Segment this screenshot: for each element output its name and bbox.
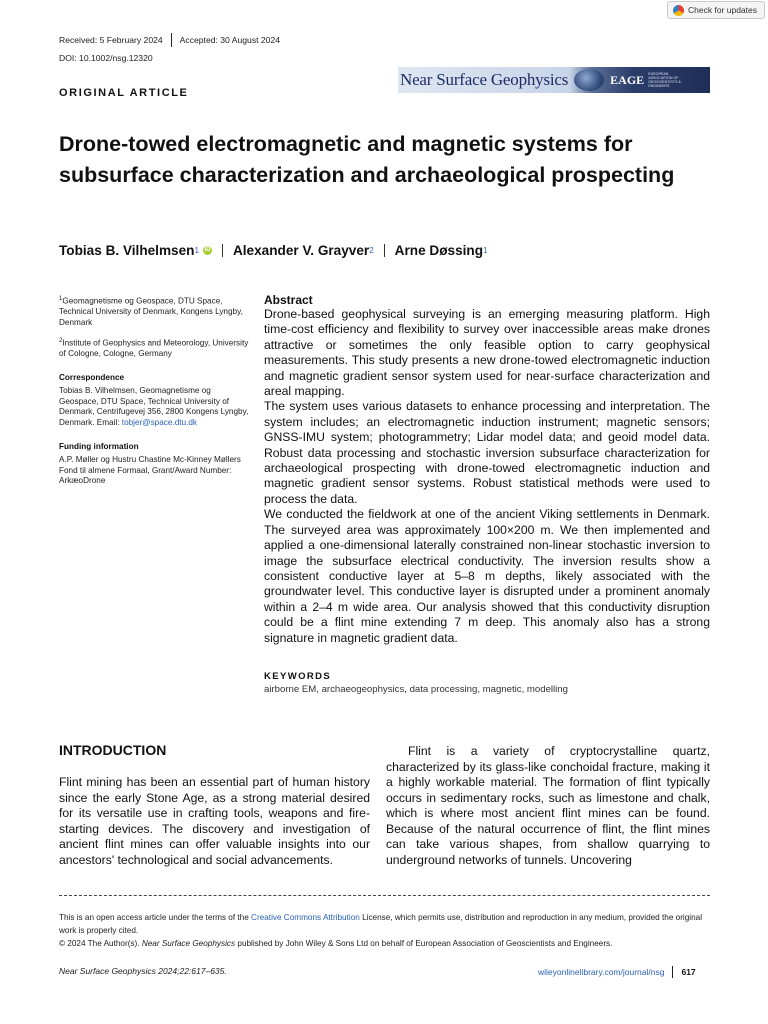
keywords-list: airborne EM, archaeogeophysics, data processing, magnetic, modelling [264,684,568,695]
author-affiliation-mark[interactable]: 1 [483,246,488,255]
globe-icon [574,69,604,91]
dates-row [59,33,280,47]
affiliation-number: 1 [59,296,63,302]
correspondence-address: Tobias B. Vilhelmsen, Geomagnetisme og Geospace, DTU Space, Technical University of Denmark, Centrifugevej 356, 2800 Kongens Lyngby, Denmark. Email: [59,386,249,427]
eage-logo-subtitle: EUROPEAN ASSOCIATION OF GEOSCIENTISTS & ENGINEERS [648,71,681,89]
abstract-paragraph: Drone-based geophysical surveying is an emerging measuring platform. High time-cost efficiency and flexibility to survey over inaccessible areas make drones attractive or sometimes the only feasible option to carry geophysical measurements. This study presents a new drone-towed electromagnetic induction and magnetic gradient sensor system used for near-surface characterization and areal mapping. [264,307,710,399]
journal-url-link[interactable]: wileyonlinelibrary.com/journal/nsg [538,967,665,977]
author-name[interactable]: Alexander V. Grayver [232,243,370,258]
affiliation [59,336,249,360]
correspondence-text [59,386,249,428]
author-affiliation-mark[interactable]: 1 [194,246,199,255]
abstract-paragraph: The system uses various datasets to enhance processing and interpretation. The system includes; an electromagnetic induction instrument; magnetic sensors; GNSS-IMU system; photogrammetry; Lidar model data; and geoid model data. Robust data processing and stochastic inversion subsurface characterization for archaeological prospecting with drone-towed electromagnetic induction and magnetic gradient sensor systems. Robust statistical methods were used to process the data. [264,399,710,506]
footer-citation-text: Near Surface Geophysics 2024;22:617–635. [59,966,227,976]
footer-right [538,966,696,978]
footer-separator [672,966,673,978]
front-matter-sidebar [59,294,249,487]
received-date: Received: 5 February 2024 [59,35,163,45]
abstract-paragraph: We conducted the fieldwork at one of the ancient Viking settlements in Denmark. The surveyed area was approximately 100×200 m. We then implemented and applied a one-dimensional laterally constrained non-linear stochastic inversion to image the subsurface electrical conductivity. The inversion results show a consistent conductive layer at 5–8 m depths, likely associated with the groundwater level. This conductive layer is disrupted under a prominent anomaly within a 2–4 m wide area. Our analysis showed that this conductivity disruption could be a flint mine extending 7 m deep. This anomaly also has a strong signature in magnetic gradient data. [264,507,710,645]
funding-text: A.P. Møller og Hustru Chastine Mc-Kinney Møllers Fond til almene Formaal, Grant/Award Number: ArkæoDrone [59,455,241,486]
license-text-start: This is an open access article under the terms of the [59,913,252,922]
body-column-right: Flint is a variety of cryptocrystalline quartz, characterized by its glass-like conchoidal fracture, making it a highly workable material. The formation of flint typically occurs in sedimentary rocks, such as limestone and chalk, which is where most ancient flint mines can be found. Because of the natural occurrence of flint, the flint mines can take various shapes, from shallow quarrying to underground networks of tunnels. Uncovering [386,744,710,867]
funding-heading: Funding information [59,442,139,452]
copyright-start: © 2024 The Author(s). [59,939,142,948]
author-affiliation-mark[interactable]: 2 [369,246,374,255]
journal-logo [398,67,710,93]
author-name[interactable]: Arne Døssing [394,243,484,258]
page-number: 617 [681,967,696,977]
journal-logo-name: Near Surface Geophysics [400,70,569,89]
correspondence-heading: Correspondence [59,373,125,383]
affiliation-text: Geomagnetisme og Geospace, DTU Space, Technical University of Denmark, Kongens Lyngby, Denmark [59,296,243,327]
crossmark-icon [673,5,684,16]
keywords-heading: KEYWORDS [264,671,332,682]
author-list [59,243,488,258]
orcid-icon[interactable]: iD [204,247,211,253]
introduction-heading: INTRODUCTION [59,742,167,758]
date-separator [171,33,172,47]
check-for-updates-label: Check for updates [688,5,757,15]
author-separator [384,244,385,257]
affiliation-text: Institute of Geophysics and Meteorology, University of Cologne, Cologne, Germany [59,338,249,358]
article-type: ORIGINAL ARTICLE [59,87,189,99]
abstract-heading: Abstract [264,293,313,307]
abstract [264,293,710,646]
footer-citation [59,966,227,976]
correspondence-email-link[interactable]: tobjer@space.dtu.dk [121,417,198,427]
body-column-left: Flint mining has been an essential part of human history since the early Stone Age, as a strong material desired for its versatile use in crafting tools, weapons and fire-starting devices. The discovery and investigation of ancient flint mines can offer valuable insights into our ancestors' technological and social advancements. [59,775,370,867]
doi: DOI: 10.1002/nsg.12320 [59,53,153,63]
affiliation [59,294,249,329]
article-title: Drone-towed electromagnetic and magnetic systems for subsurface characterization and archaeological prospecting [59,132,675,187]
author-separator [222,244,223,257]
eage-logo: EAGE [610,72,645,87]
license-notice [59,912,719,937]
affiliation-number: 2 [59,337,63,344]
copyright-end: published by John Wiley & Sons Ltd on behalf of European Association of Geoscientists and Engineers. [235,939,613,948]
author-name[interactable]: Tobias B. Vilhelmsen [59,243,195,258]
check-for-updates-button[interactable] [667,1,765,19]
copyright-journal: Near Surface Geophysics [141,939,236,948]
accepted-date: Accepted: 30 August 2024 [179,35,281,45]
footnote-divider [59,895,710,896]
copyright-notice [59,939,719,948]
license-text-end: License, which permits use, distribution and reproduction in any medium, provided the original work is properly cited. [59,913,703,935]
creative-commons-link[interactable]: Creative Commons Attribution [251,913,360,922]
